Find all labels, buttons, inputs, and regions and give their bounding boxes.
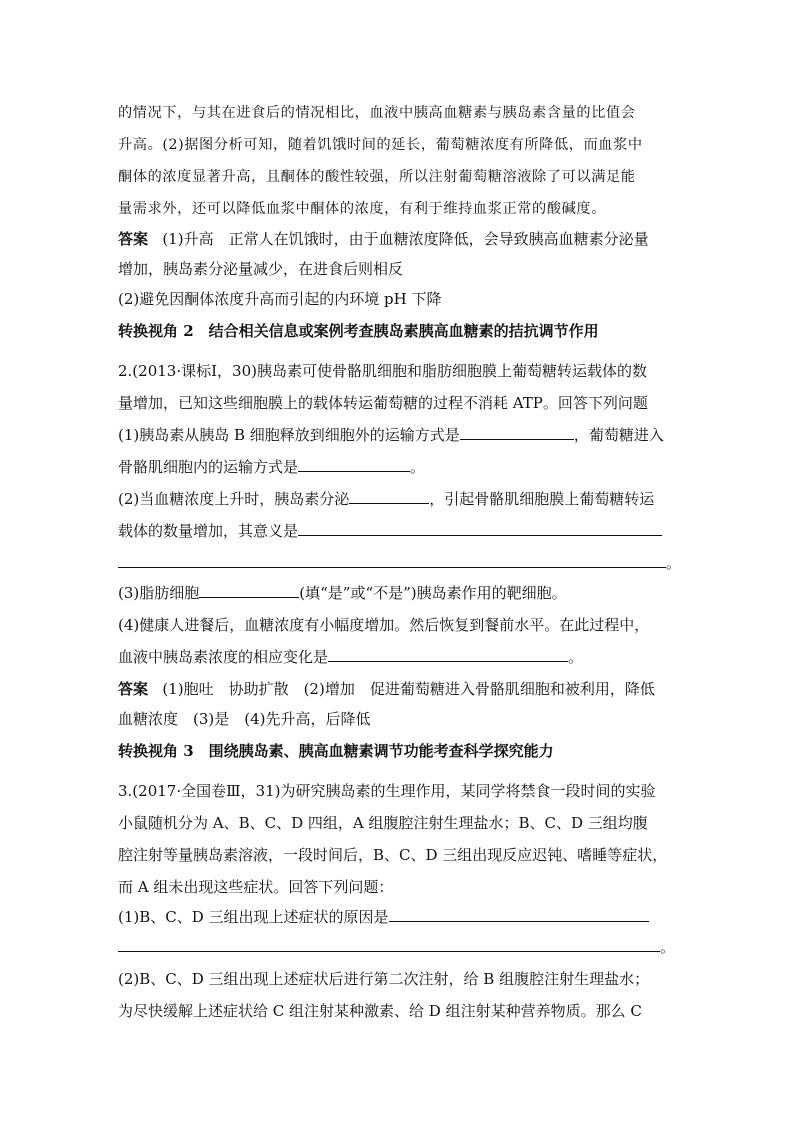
q2-sub1-text-c: 骨骼肌细胞内的运输方式是: [118, 458, 299, 476]
question-2-sub-2-cont: [118, 521, 662, 541]
q2-sub2-text-b: ，引起骨骼肌细胞膜上葡萄糖转运: [429, 490, 655, 508]
question-3-sub-1: [118, 907, 649, 927]
answer-1-text-1: (1)升高 正常人在饥饿时，由于血糖浓度降低，会导致胰高血糖素分泌量: [162, 230, 649, 248]
answer-blank[interactable]: [118, 553, 666, 568]
q2-sub3-text-b: (填“是”或“不是”)胰岛素作用的靶细胞。: [299, 584, 567, 602]
question-2-sub-1: [118, 425, 664, 445]
explanation-line-2: 升高。(2)据图分析可知，随着饥饿时间的延长，葡萄糖浓度有所降低，而血浆中: [118, 137, 643, 153]
question-2-sub-1-cont: [118, 457, 425, 477]
q2-sub4-text-b: 血液中胰岛素浓度的相应变化是: [118, 648, 329, 666]
answer-blank[interactable]: [199, 583, 299, 598]
question-3-sub-1-line: [118, 937, 675, 957]
q2-sub1-text-d: 。: [410, 458, 426, 476]
answer-blank[interactable]: [389, 907, 649, 922]
q2-sub2-text-c: 载体的数量增加，其意义是: [118, 522, 299, 540]
question-2-line-2: 量增加，已知这些细胞膜上的载体转运葡萄糖的过程不消耗 ATP。回答下列问题: [118, 394, 648, 412]
question-3-sub-2-cont: 为尽快缓解上述症状给 C 组注射某种激素、给 D 组注射某种营养物质。那么 C: [118, 1002, 642, 1020]
q2-sub1-text-b: ，葡萄糖进入: [573, 426, 664, 444]
answer-1-line-3: (2)避免因酮体浓度升高而引起的内环境 pH 下降: [118, 290, 442, 308]
answer-blank[interactable]: [298, 521, 662, 536]
q2-sub2-text-a: (2)当血糖浓度上升时，胰岛素分泌: [118, 490, 350, 508]
question-3-sub-2: (2)B、C、D 三组出现上述症状后进行第二次注射，给 B 组腹腔注射生理盐水；: [118, 970, 650, 988]
q2-sub4-text-c: 。: [568, 648, 584, 666]
section-heading-2: 转换视角 2 结合相关信息或案例考查胰岛素胰高血糖素的拮抗调节作用: [118, 322, 599, 340]
q2-sub1-text-a: (1)胰岛素从胰岛 B 细胞释放到细胞外的运输方式是: [118, 426, 460, 444]
explanation-line-4: 量需求外，还可以降低血浆中酮体的浓度，有利于维持血浆正常的酸碱度。: [118, 201, 606, 217]
q3-sub1-end: 。: [660, 938, 676, 956]
section-heading-3: 转换视角 3 围绕胰岛素、胰高血糖素调节功能考查科学探究能力: [118, 742, 554, 760]
answer-blank[interactable]: [118, 937, 660, 952]
explanation-line-1: 的情况下，与其在进食后的情况相比，血液中胰高血糖素与胰岛素含量的比值会: [118, 105, 636, 121]
answer-blank[interactable]: [298, 457, 410, 472]
question-2-sub-4: (4)健康人进餐后，血糖浓度有小幅度增加。然后恢复到餐前水平。在此过程中，: [118, 616, 650, 634]
answer-blank[interactable]: [349, 489, 429, 504]
answer-1-line-2: 增加，胰岛素分泌量减少，在进食后则相反: [118, 260, 404, 278]
question-3-line-1: 3.(2017·全国卷Ⅲ，31)为研究胰岛素的生理作用，某同学将禁食一段时间的实验: [118, 782, 656, 800]
answer-blank[interactable]: [328, 647, 568, 662]
q3-sub1-text-a: (1)B、C、D 三组出现上述症状的原因是: [118, 908, 389, 926]
answer-1-line-1: [118, 229, 649, 249]
question-2-sub-4-cont: [118, 647, 583, 667]
answer-label: 答案: [118, 230, 149, 248]
answer-2-text-1: (1)胞吐 协助扩散 (2)增加 促进葡萄糖进入骨骼肌细胞和被利用，降低: [162, 680, 655, 698]
question-2-line-1: 2.(2013·课标Ⅰ，30)胰岛素可使骨骼肌细胞和脂肪细胞膜上葡萄糖转运载体的数: [118, 362, 647, 380]
answer-2-line-1: [118, 679, 655, 699]
explanation-line-3: 酮体的浓度显著升高，且酮体的酸性较强，所以注射葡萄糖溶液除了可以满足能: [118, 169, 636, 185]
answer-label: 答案: [118, 680, 149, 698]
q2-sub3-text-a: (3)脂肪细胞: [118, 584, 200, 602]
question-2-sub-2-line: [118, 553, 681, 573]
question-3-line-4: 而 A 组未出现这些症状。回答下列问题：: [118, 878, 394, 896]
answer-blank[interactable]: [460, 425, 574, 440]
question-2-sub-3: [118, 583, 567, 603]
q2-sub2-text-d: 。: [666, 554, 682, 572]
answer-2-line-2: 血糖浓度 (3)是 (4)先升高，后降低: [118, 710, 371, 728]
question-3-line-3: 腔注射等量胰岛素溶液，一段时间后，B、C、D 三组出现反应迟钝、嗜睡等症状，: [118, 846, 668, 864]
question-2-sub-2: [118, 489, 654, 509]
question-3-line-2: 小鼠随机分为 A、B、C、D 四组，A 组腹腔注射生理盐水；B、C、D 三组均腹: [118, 814, 648, 832]
